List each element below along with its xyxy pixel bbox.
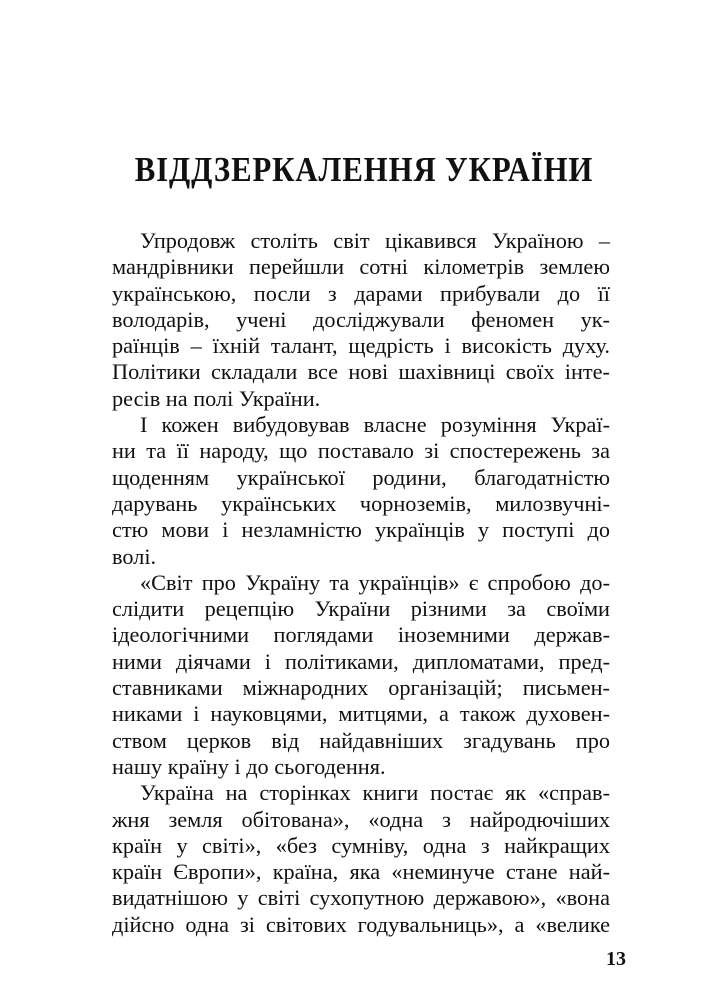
text-line: ставниками міжнародних організацій; письмен-: [112, 675, 610, 701]
text-line: нашу країну і до сьогодення.: [112, 753, 386, 779]
text-line: видатнішою у світі сухопутною державою», «вона: [112, 885, 610, 911]
text-line: країн у світі», «без сумніву, одна з найкращих: [112, 832, 610, 858]
text-line: раїнців – їхній талант, щедрість і високість духу.: [112, 333, 610, 359]
text-line: ресів на полі України.: [112, 385, 321, 411]
text-line: І кожен вибудовував власне розуміння Украї-: [140, 412, 610, 438]
text-line: жня земля обітована», «одна з найродючіших: [112, 806, 610, 832]
text-line: слідити рецепцію України різними за своїми: [112, 596, 610, 622]
text-line: ством церков від найдавніших згадувань про: [112, 727, 610, 753]
text-line: дійсно одна зі світових годувальниць», а «велике: [112, 911, 610, 937]
text-line: країн Європи», країна, яка «неминуче стане най-: [112, 859, 610, 885]
text-line: ними діячами і політиками, дипломатами, пред-: [112, 648, 610, 674]
text-line: Упродовж століть світ цікавився Україною –: [140, 228, 610, 253]
text-line: «Світ про Україну та українців» є спробою до-: [140, 569, 610, 595]
text-line: стю мови і незламністю українців у поступі до: [112, 517, 610, 543]
text-line: щоденням української родини, благодатністю: [112, 464, 610, 490]
text-line: Політики складали все нові шахівниці своїх інте-: [112, 359, 610, 385]
page-number: 13: [606, 948, 626, 970]
text-line: українською, посли з дарами прибували до її: [112, 280, 610, 306]
text-line: мандрівники перейшли сотні кілометрів землею: [112, 254, 610, 280]
text-line: ни та її народу, що поставало зі спостережень за: [112, 438, 610, 464]
chapter-title: ВІДДЗЕРКАЛЕННЯ УКРАЇНИ: [134, 150, 594, 189]
body-text: [112, 228, 610, 938]
text-line: никами і науковцями, митцями, а також духовен-: [112, 701, 610, 727]
text-line: Україна на сторінках книги постає як «справ-: [140, 780, 610, 806]
text-line: волі.: [112, 543, 157, 569]
text-line: ідеологічними поглядами іноземними держав-: [112, 622, 610, 648]
text-line: володарів, учені досліджували феномен ук-: [112, 306, 610, 332]
text-line: дарувань українських чорноземів, милозвучні-: [112, 490, 610, 516]
